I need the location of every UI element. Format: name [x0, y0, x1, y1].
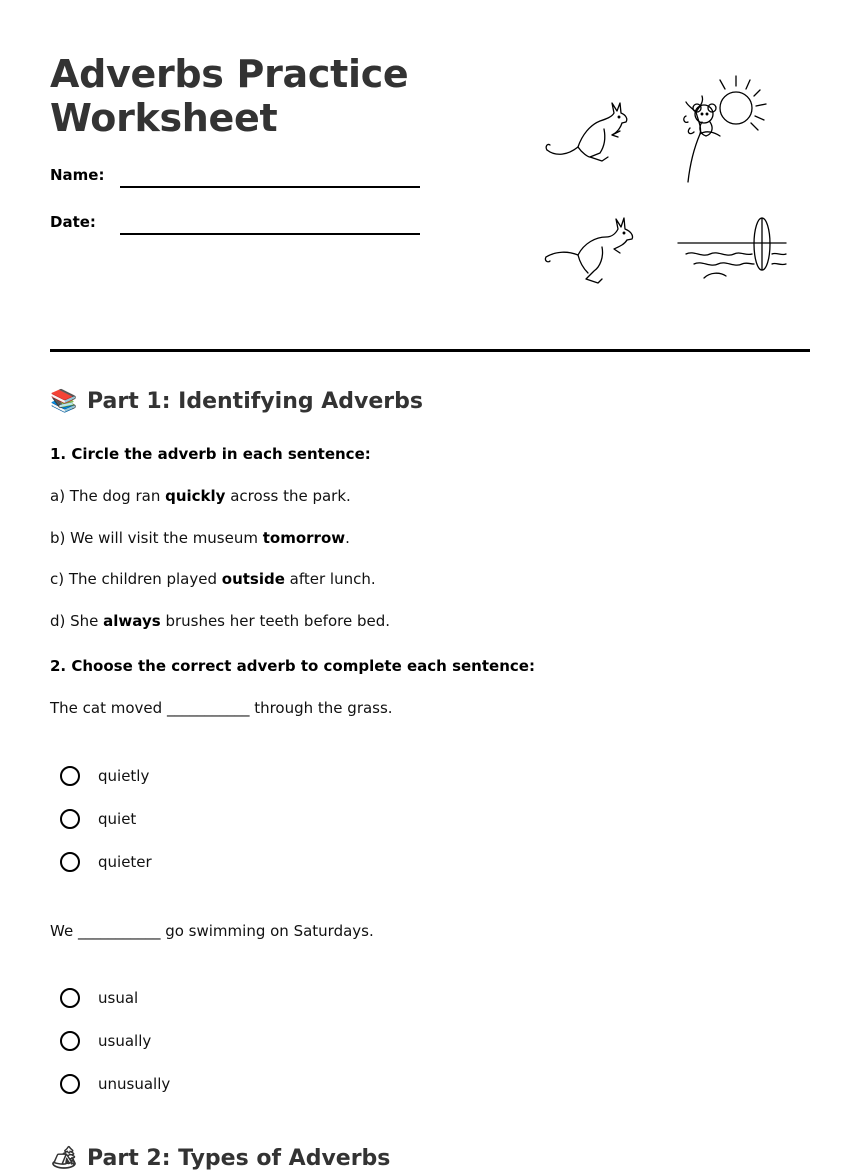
- option-label: usually: [98, 1032, 152, 1050]
- date-line[interactable]: [120, 233, 420, 235]
- radio-button[interactable]: [60, 766, 80, 786]
- q1-sentence-a: a) The dog ran quickly across the park.: [50, 487, 351, 505]
- radio-button[interactable]: [60, 1074, 80, 1094]
- kangaroo-hopping-icon: [542, 213, 638, 287]
- radio-button[interactable]: [60, 1031, 80, 1051]
- q2-1-option-quieter[interactable]: [60, 852, 152, 872]
- q2-1-option-quietly[interactable]: [60, 766, 149, 786]
- name-label: Name:: [50, 166, 105, 184]
- q2-1-option-quiet[interactable]: [60, 809, 136, 829]
- part2-title: [50, 1146, 390, 1171]
- books-icon: 📚: [50, 389, 78, 414]
- q1-sentence-b: b) We will visit the museum tomorrow.: [50, 529, 350, 547]
- part1-title: [50, 389, 423, 414]
- title-line-1: Adverbs Practice: [50, 52, 409, 96]
- part2-title-text: Part 2: Types of Adverbs: [87, 1146, 391, 1171]
- adverb[interactable]: outside: [221, 570, 285, 588]
- part1-title-text: Part 1: Identifying Adverbs: [87, 389, 423, 414]
- surfboard-beach-icon: [676, 216, 790, 282]
- q1-sentence-d: d) She always brushes her teeth before bed.: [50, 612, 391, 630]
- q1-heading: 1. Circle the adverb in each sentence:: [50, 445, 371, 463]
- q2-2-option-usually[interactable]: [60, 1031, 151, 1051]
- option-label: quiet: [98, 810, 137, 828]
- q2-heading: 2. Choose the correct adverb to complete each sentence:: [50, 657, 535, 675]
- camping-icon: 🏕: [50, 1146, 78, 1171]
- adverb[interactable]: quickly: [165, 487, 226, 505]
- radio-button[interactable]: [60, 809, 80, 829]
- name-line[interactable]: [120, 186, 420, 188]
- option-label: unusually: [98, 1075, 171, 1093]
- q2-2-option-unusually[interactable]: [60, 1074, 170, 1094]
- q1-sentence-c: c) The children played outside after lunch.: [50, 570, 376, 588]
- worksheet-title: [50, 52, 490, 140]
- adverb[interactable]: tomorrow: [262, 529, 346, 547]
- date-label: Date:: [50, 213, 96, 231]
- option-label: usual: [98, 989, 139, 1007]
- kangaroo-icon: [542, 95, 634, 167]
- q2-sentence-1: The cat moved ___________ through the grass.: [50, 699, 393, 717]
- option-label: quieter: [98, 853, 152, 871]
- radio-button[interactable]: [60, 988, 80, 1008]
- title-line-2: Worksheet: [50, 96, 278, 140]
- option-label: quietly: [98, 767, 150, 785]
- header-divider: [50, 349, 810, 352]
- adverb[interactable]: always: [103, 612, 161, 630]
- radio-button[interactable]: [60, 852, 80, 872]
- q2-sentence-2: We ___________ go swimming on Saturdays.: [50, 922, 374, 940]
- koala-sun-icon: [676, 72, 776, 184]
- q2-2-option-usual[interactable]: [60, 988, 138, 1008]
